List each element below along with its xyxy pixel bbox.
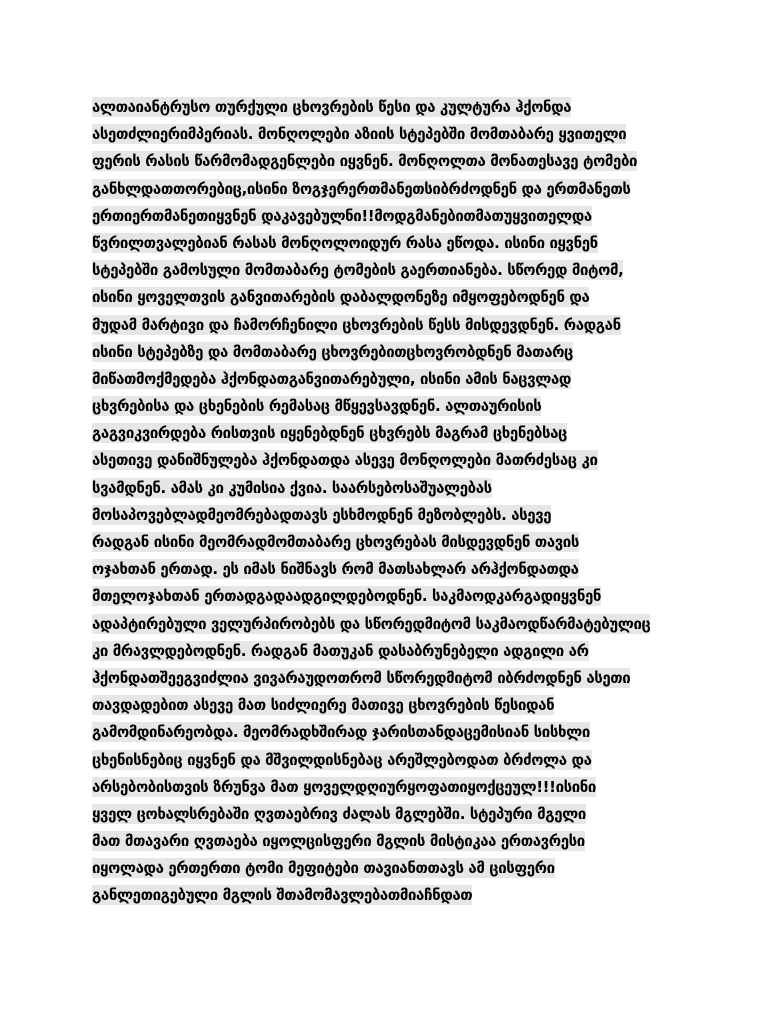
text-line: წვრილთვალებიან რასას მონღოლოიდურ რასა ეწოდა. ისინი იყვნენ [92,233,598,252]
text-line: მუდამ მარტივი და ჩამორჩენილი ცხოვრების წესს მისდევდნენ. რადგან [92,315,621,334]
text-line: განხლდათთორებიც,ისინი ზოგჯერერთმანეთსიბრძოდნენ და ერთმანეთს [92,179,631,198]
text-line: ცხვრებისა და ცხენების რემასაც მწყევსავდნენ. ალთაურისის [92,397,542,416]
text-line: ისინი სტეპებზე და მომთაბარე ცხოვრებითცხოვრობდნენ მათარც [92,342,573,361]
text-line: მათ მთავარი ღვთაება იყოლცისფერი მგლის მისტიკაა ერთავრესი [92,832,585,851]
text-line: თავდადებით ასევე მათ სიძლიერე მათივე ცხოვრების წესიდან [92,696,555,715]
text-line: ყველ ცოხალსრებაში ღვთაებრივ ძალას მგლებში. სტეპური მგელი [92,804,586,823]
text-line: ჰქონდათშეეგვიძლია ვივარაუდოთრომ სწორედმიტომ იბრძოდნენ ასეთი [92,668,631,687]
text-line: კი მრავლდებოდნენ. რადგან მათუკან დასაბრუნებელი ადგილი არ [92,641,589,660]
text-line: გამომდინარეობდა. მეომრადხშირად ჯარისთანდაცემისიან სისხლი [92,723,590,742]
text-line: მიწათმოქმედება ჰქონდათგანვითარებული, ისინი ამის ნაცვლად [92,369,571,388]
text-line: განლეთიგებული მგლის შთამომავლებათმიაჩნდათ [92,886,473,905]
text-line: ადაპტირებული ველურპირობებს და სწორედმიტომ საკმაოდწარმატებულიც [92,614,651,633]
text-line: ცხენისნებიც იყვნენ და მშვილდისნებაც არეშლებოდათ ბრძოლა და [92,750,592,769]
text-line: მთელოჯახთან ერთადგადაადგილდებოდნენ. საკმაოდკარგადიყვნენ [92,587,602,606]
text-line: ისინი ყოველთვის განვითარების დაბალდონეზე იმყოფებოდნენ და [92,288,590,307]
text-line: ოჯახთან ერთად. ეს იმას ნიშნავს რომ მათსახლარ არჰქონდათდა [92,560,579,579]
text-line: სტეპებში გამოსული მომთაბარე ტომების გაერთიანება. სწორედ მიტომ, [92,261,624,280]
body-text [92,94,672,910]
text-line: არსებობისთვის ზრუნვა მათ ყოველდღიურყოფათიყოქცეულ!!!ისინი [92,777,596,796]
text-line: ასეთძლიერიმპერიას. მონღოლები აზიის სტეპებში მომთაბარე ყვითელი [92,125,627,144]
text-line: სვამდნენ. ამას კი კუმისია ქვია. საარსებოსაშუალებას [92,478,492,497]
text-line: ერთიერთმანეთიყვნენ დაკავებულნი!!მოდგმანებითმათუყვითელდა [92,206,592,225]
text-line: იყოლადა ერთერთი ტომი მეფიტები თავიანთთავს ამ ცისფერი [92,859,555,878]
text-line: რადგან ისინი მეომრადმომთაბარე ცხოვრებას მისდევდნენ თავის [92,533,579,551]
text-line: ფერის რასის წარმომადგენლები იყვნენ. მონღოლთა მონათესავე ტომები [92,152,638,171]
text-line: გაგვიკვირდება რისთვის იყენებდნენ ცხვრებს მაგრამ ცხენებსაც [92,424,567,443]
text-line: ალთაიანტრუსო თურქული ცხოვრების წესი და კულტურა ჰქონდა [92,98,572,116]
text-line: ასეთივე დანიშნულება ჰქონდათდა ასევე მონღოლები მათრძესაც კი [92,451,598,470]
text-line: მოსაპოვებლადმეომრებადთავს ესხმოდნენ მეზობლებს. ასევე [92,505,552,524]
